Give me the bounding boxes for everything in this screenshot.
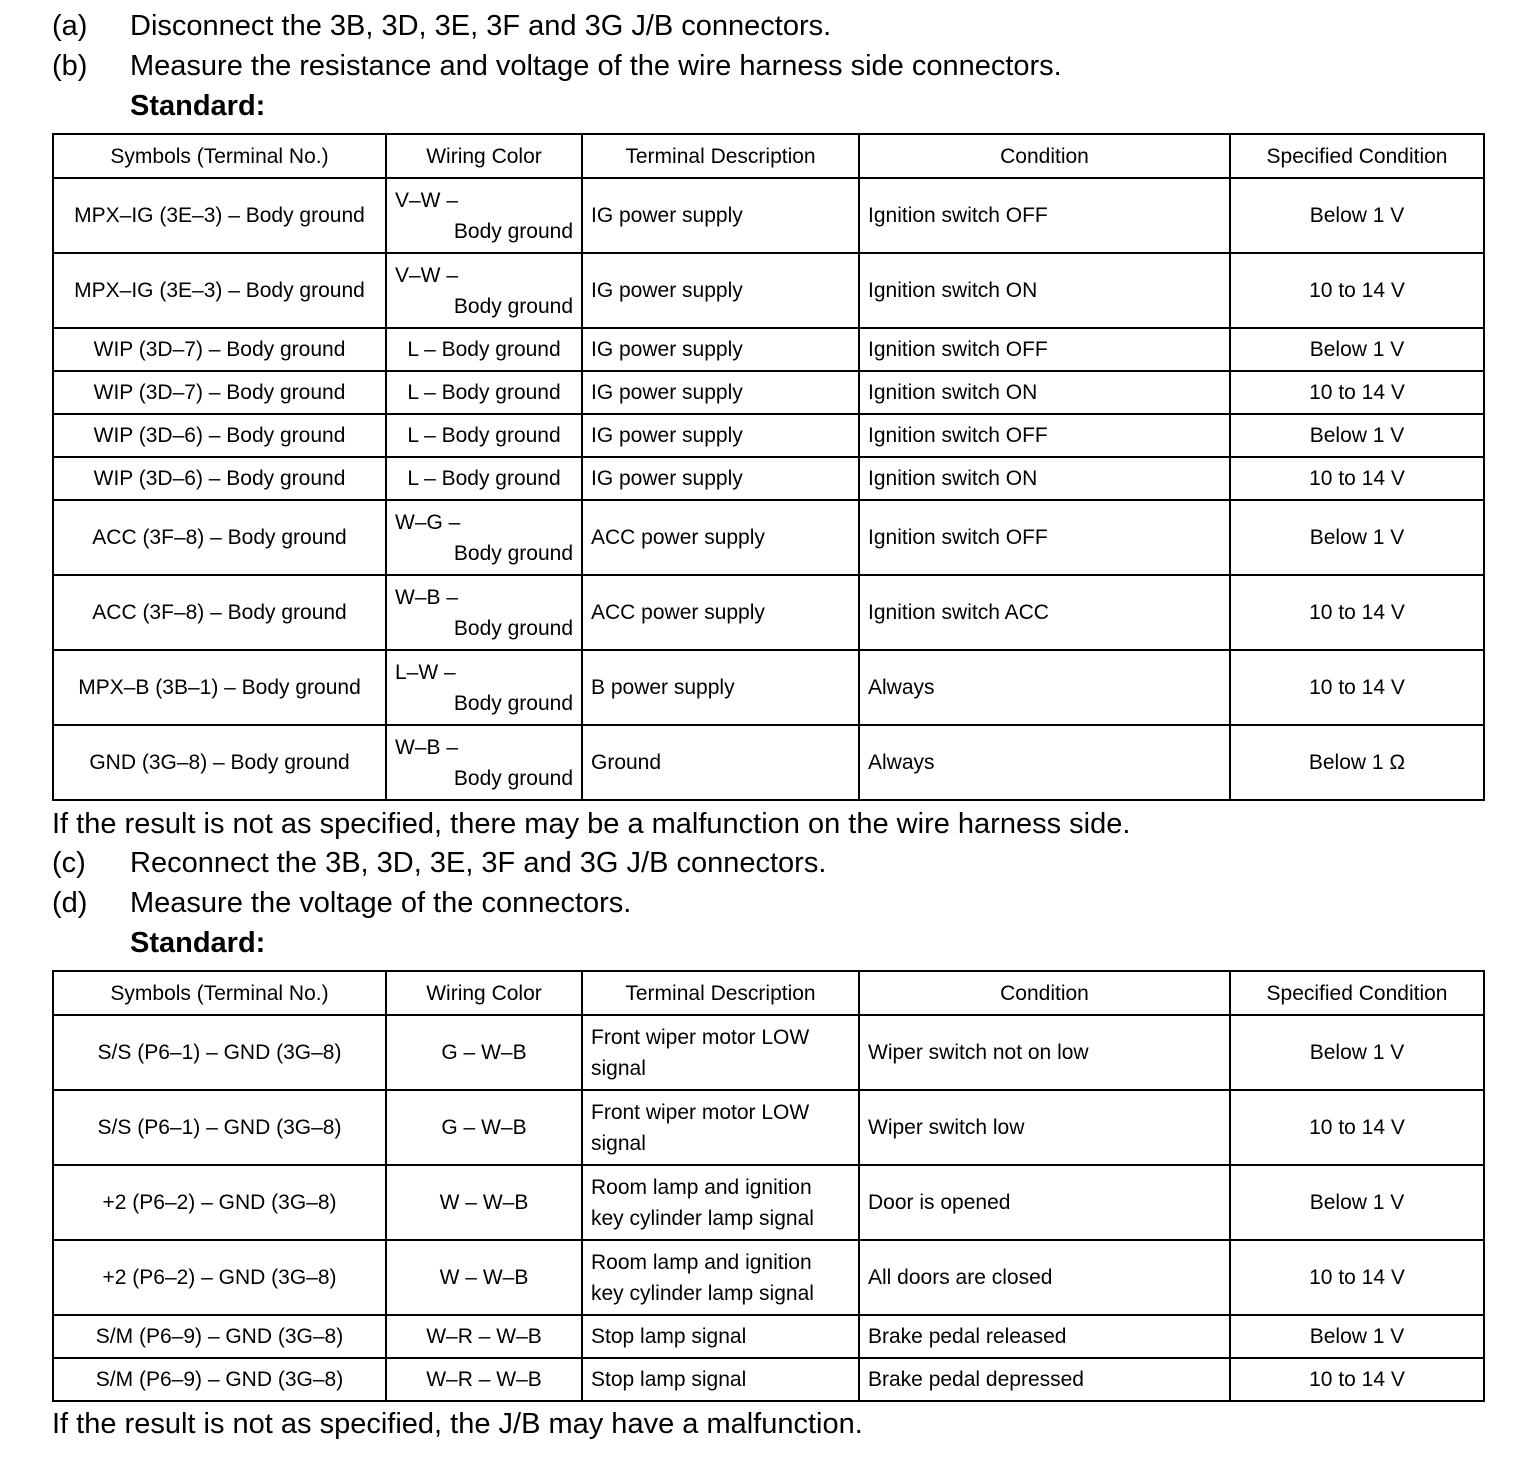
description-cell: IG power supply xyxy=(582,371,859,414)
symbol-cell: MPX–IG (3E–3) – Body ground xyxy=(53,253,386,328)
symbol-cell: +2 (P6–2) – GND (3G–8) xyxy=(53,1240,386,1315)
wiring-color-cell: L – Body ground xyxy=(386,414,582,457)
wiring-color-cell: G – W–B xyxy=(386,1090,582,1165)
wiring-color-cell: L – Body ground xyxy=(386,328,582,371)
step-a-label: (a) xyxy=(52,10,88,42)
description-cell: IG power supply xyxy=(582,328,859,371)
description-cell: B power supply xyxy=(582,650,859,725)
description-cell: Room lamp and ignition key cylinder lamp signal xyxy=(582,1165,859,1240)
symbol-cell: S/S (P6–1) – GND (3G–8) xyxy=(53,1090,386,1165)
table-row xyxy=(53,1090,1484,1165)
table-row xyxy=(53,178,1484,253)
step-a xyxy=(52,9,831,43)
table-header-row xyxy=(53,134,1484,178)
wiring-color-cell: W–G – Body ground xyxy=(386,500,582,575)
symbol-cell: ACC (3F–8) – Body ground xyxy=(53,575,386,650)
condition-cell: Ignition switch ON xyxy=(859,371,1230,414)
table-row xyxy=(53,575,1484,650)
table-row xyxy=(53,457,1484,500)
table-row xyxy=(53,414,1484,457)
header-terminal-description: Terminal Description xyxy=(582,971,859,1015)
spec-cell: 10 to 14 V xyxy=(1230,575,1484,650)
spec-cell: Below 1 V xyxy=(1230,1315,1484,1358)
wiring-color-cell: W–B – Body ground xyxy=(386,725,582,800)
spec-cell: Below 1 V xyxy=(1230,178,1484,253)
standard-label-1: Standard: xyxy=(130,90,266,122)
symbol-cell: WIP (3D–7) – Body ground xyxy=(53,371,386,414)
symbol-cell: S/M (P6–9) – GND (3G–8) xyxy=(53,1315,386,1358)
note-wire-harness: If the result is not as specified, there may be a malfunction on the wire harness side. xyxy=(52,808,1131,840)
header-symbols: Symbols (Terminal No.) xyxy=(53,134,386,178)
table-row xyxy=(53,500,1484,575)
symbol-cell: S/M (P6–9) – GND (3G–8) xyxy=(53,1358,386,1401)
description-cell: IG power supply xyxy=(582,414,859,457)
spec-cell: Below 1 V xyxy=(1230,1165,1484,1240)
spec-cell: Below 1 V xyxy=(1230,1015,1484,1090)
header-specified-condition: Specified Condition xyxy=(1230,971,1484,1015)
symbol-cell: MPX–IG (3E–3) – Body ground xyxy=(53,178,386,253)
condition-cell: Wiper switch low xyxy=(859,1090,1230,1165)
description-cell: IG power supply xyxy=(582,178,859,253)
condition-cell: Ignition switch OFF xyxy=(859,178,1230,253)
header-wiring-color: Wiring Color xyxy=(386,134,582,178)
spec-cell: 10 to 14 V xyxy=(1230,1358,1484,1401)
standard-label-2: Standard: xyxy=(130,927,266,959)
condition-cell: Brake pedal released xyxy=(859,1315,1230,1358)
step-b xyxy=(52,49,1062,83)
step-b-label: (b) xyxy=(52,50,88,82)
header-condition: Condition xyxy=(859,134,1230,178)
description-cell: IG power supply xyxy=(582,457,859,500)
description-cell: Front wiper motor LOW signal xyxy=(582,1090,859,1165)
condition-cell: Door is opened xyxy=(859,1165,1230,1240)
spec-cell: 10 to 14 V xyxy=(1230,1240,1484,1315)
wiring-color-cell: G – W–B xyxy=(386,1015,582,1090)
description-cell: Front wiper motor LOW signal xyxy=(582,1015,859,1090)
condition-cell: Ignition switch OFF xyxy=(859,500,1230,575)
header-condition: Condition xyxy=(859,971,1230,1015)
condition-cell: Brake pedal depressed xyxy=(859,1358,1230,1401)
table-row xyxy=(53,725,1484,800)
wiring-color-cell: V–W – Body ground xyxy=(386,178,582,253)
description-cell: Ground xyxy=(582,725,859,800)
table-header-row xyxy=(53,971,1484,1015)
symbol-cell: ACC (3F–8) – Body ground xyxy=(53,500,386,575)
connector-voltage-table xyxy=(52,970,1485,1402)
description-cell: IG power supply xyxy=(582,253,859,328)
table-row xyxy=(53,371,1484,414)
symbol-cell: WIP (3D–6) – Body ground xyxy=(53,457,386,500)
wiring-color-cell: W–B – Body ground xyxy=(386,575,582,650)
step-b-text: Measure the resistance and voltage of the wire harness side connectors. xyxy=(130,50,1062,82)
step-d-label: (d) xyxy=(52,887,88,919)
spec-cell: Below 1 V xyxy=(1230,500,1484,575)
symbol-cell: GND (3G–8) – Body ground xyxy=(53,725,386,800)
table-row xyxy=(53,1015,1484,1090)
wiring-color-cell: W – W–B xyxy=(386,1165,582,1240)
spec-cell: Below 1 V xyxy=(1230,328,1484,371)
wiring-color-cell: L – Body ground xyxy=(386,457,582,500)
spec-cell: Below 1 V xyxy=(1230,414,1484,457)
condition-cell: Ignition switch OFF xyxy=(859,328,1230,371)
condition-cell: All doors are closed xyxy=(859,1240,1230,1315)
wiring-color-cell: L – Body ground xyxy=(386,371,582,414)
wiring-color-cell: W – W–B xyxy=(386,1240,582,1315)
table-row xyxy=(53,328,1484,371)
symbol-cell: +2 (P6–2) – GND (3G–8) xyxy=(53,1165,386,1240)
step-c-text: Reconnect the 3B, 3D, 3E, 3F and 3G J/B connectors. xyxy=(130,847,827,879)
spec-cell: 10 to 14 V xyxy=(1230,1090,1484,1165)
condition-cell: Always xyxy=(859,650,1230,725)
table-row xyxy=(53,1315,1484,1358)
symbol-cell: MPX–B (3B–1) – Body ground xyxy=(53,650,386,725)
description-cell: ACC power supply xyxy=(582,575,859,650)
table-row xyxy=(53,1240,1484,1315)
wiring-color-cell: V–W – Body ground xyxy=(386,253,582,328)
step-c xyxy=(52,846,826,880)
header-wiring-color: Wiring Color xyxy=(386,971,582,1015)
table-row xyxy=(53,1165,1484,1240)
step-d-text: Measure the voltage of the connectors. xyxy=(130,887,632,919)
condition-cell: Ignition switch ON xyxy=(859,457,1230,500)
condition-cell: Wiper switch not on low xyxy=(859,1015,1230,1090)
step-c-label: (c) xyxy=(52,847,86,879)
wiring-color-cell: L–W – Body ground xyxy=(386,650,582,725)
condition-cell: Ignition switch ON xyxy=(859,253,1230,328)
symbol-cell: WIP (3D–7) – Body ground xyxy=(53,328,386,371)
spec-cell: Below 1 Ω xyxy=(1230,725,1484,800)
wiring-color-cell: W–R – W–B xyxy=(386,1315,582,1358)
header-terminal-description: Terminal Description xyxy=(582,134,859,178)
resistance-voltage-table xyxy=(52,133,1485,801)
symbol-cell: WIP (3D–6) – Body ground xyxy=(53,414,386,457)
header-specified-condition: Specified Condition xyxy=(1230,134,1484,178)
header-symbols: Symbols (Terminal No.) xyxy=(53,971,386,1015)
spec-cell: 10 to 14 V xyxy=(1230,457,1484,500)
spec-cell: 10 to 14 V xyxy=(1230,650,1484,725)
wiring-color-cell: W–R – W–B xyxy=(386,1358,582,1401)
condition-cell: Ignition switch OFF xyxy=(859,414,1230,457)
spec-cell: 10 to 14 V xyxy=(1230,253,1484,328)
step-a-text: Disconnect the 3B, 3D, 3E, 3F and 3G J/B connectors. xyxy=(130,10,832,42)
table-row xyxy=(53,650,1484,725)
step-d xyxy=(52,886,631,920)
description-cell: ACC power supply xyxy=(582,500,859,575)
condition-cell: Ignition switch ACC xyxy=(859,575,1230,650)
description-cell: Stop lamp signal xyxy=(582,1358,859,1401)
description-cell: Room lamp and ignition key cylinder lamp signal xyxy=(582,1240,859,1315)
condition-cell: Always xyxy=(859,725,1230,800)
note-jb-malfunction: If the result is not as specified, the J/B may have a malfunction. xyxy=(52,1408,863,1440)
table-row xyxy=(53,1358,1484,1401)
spec-cell: 10 to 14 V xyxy=(1230,371,1484,414)
description-cell: Stop lamp signal xyxy=(582,1315,859,1358)
table-row xyxy=(53,253,1484,328)
symbol-cell: S/S (P6–1) – GND (3G–8) xyxy=(53,1015,386,1090)
